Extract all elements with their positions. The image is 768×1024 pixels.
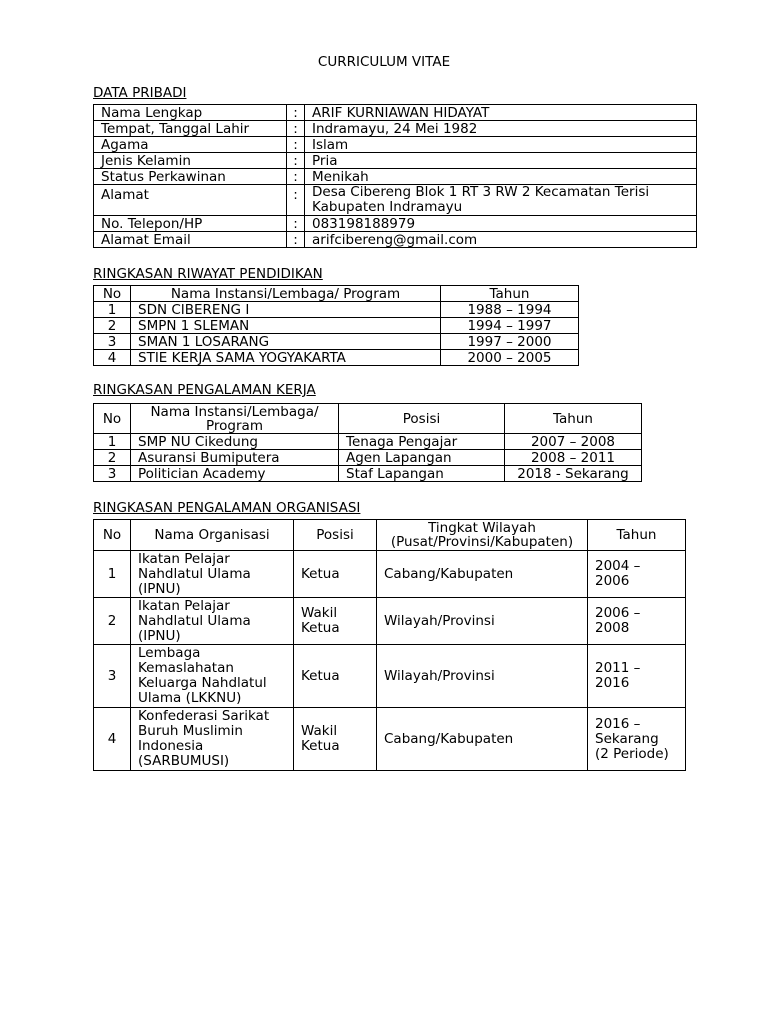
- header-line: Program: [206, 417, 263, 434]
- position: [294, 645, 377, 708]
- year-range: [588, 708, 686, 771]
- organization-name: [131, 551, 294, 598]
- cell-line: Desa Cibereng Blok 1 RT 3 RW 2 Kecamatan Terisi: [312, 184, 650, 200]
- section-heading-work: RINGKASAN PENGALAMAN KERJA: [93, 382, 316, 398]
- row-number: 4: [94, 350, 131, 366]
- col-header-institution: Nama Instansi/Lembaga/ Program: [131, 286, 441, 302]
- col-header-institution: [131, 404, 339, 434]
- year-range: 2007 – 2008: [505, 434, 642, 450]
- year-range: [588, 551, 686, 598]
- work-table: [93, 403, 642, 482]
- row-number: 3: [94, 645, 131, 708]
- table-row: [94, 185, 697, 216]
- table-row: [94, 434, 642, 450]
- cell-line: Kemaslahatan: [138, 660, 234, 676]
- cell-line: Nahdlatul Ulama: [138, 565, 251, 582]
- field-value: [305, 185, 697, 216]
- cell-line: Keluarga Nahdlatul: [138, 675, 267, 691]
- region-level: Wilayah/Provinsi: [377, 645, 588, 708]
- cell-line: (IPNU): [138, 580, 181, 597]
- table-row: [94, 121, 697, 137]
- row-number: 3: [94, 466, 131, 482]
- table-row: [94, 137, 697, 153]
- field-separator: :: [287, 137, 305, 153]
- table-row: [94, 708, 686, 771]
- position: Staf Lapangan: [339, 466, 505, 482]
- cell-line: Wakil: [301, 723, 338, 739]
- cell-line: Ketua: [301, 667, 340, 684]
- personal-data-table: [93, 104, 697, 248]
- row-number: 1: [94, 302, 131, 318]
- col-header-year: Tahun: [588, 520, 686, 551]
- cell-line: Ketua: [301, 738, 340, 754]
- field-separator: :: [287, 216, 305, 232]
- cell-line: 2016 –: [595, 715, 641, 732]
- field-label: Agama: [94, 137, 287, 153]
- position: [294, 708, 377, 771]
- field-label: No. Telepon/HP: [94, 216, 287, 232]
- year-range: [588, 598, 686, 645]
- year-range: 2018 - Sekarang: [505, 466, 642, 482]
- field-separator: :: [287, 121, 305, 137]
- row-number: 1: [94, 551, 131, 598]
- cell-line: 2011 –: [595, 660, 641, 676]
- field-label: Alamat: [94, 185, 287, 216]
- table-row: [94, 466, 642, 482]
- year-range: 1994 – 1997: [441, 318, 579, 334]
- cell-line: Nahdlatul Ulama: [138, 612, 251, 629]
- cell-line: Konfederasi Sarikat: [138, 708, 270, 724]
- position: [294, 598, 377, 645]
- col-header-year: Tahun: [505, 404, 642, 434]
- field-label: Status Perkawinan: [94, 169, 287, 185]
- field-separator: :: [287, 169, 305, 185]
- field-separator: :: [287, 232, 305, 248]
- col-header-position: Posisi: [294, 520, 377, 551]
- cell-line: Buruh Muslimin: [138, 723, 243, 739]
- organization-table: [93, 519, 686, 771]
- cell-line: Lembaga: [138, 645, 201, 661]
- field-value: ARIF KURNIAWAN HIDAYAT: [305, 105, 697, 121]
- col-header-position: Posisi: [339, 404, 505, 434]
- institution-name: SMPN 1 SLEMAN: [131, 318, 441, 334]
- cell-line: (2 Periode): [595, 745, 669, 762]
- region-level: Wilayah/Provinsi: [377, 598, 588, 645]
- table-row: [94, 551, 686, 598]
- cell-line: (SARBUMUSI): [138, 753, 230, 769]
- cell-line: Indonesia: [138, 738, 204, 754]
- field-value: Indramayu, 24 Mei 1982: [305, 121, 697, 137]
- field-label: Jenis Kelamin: [94, 153, 287, 169]
- organization-name: [131, 645, 294, 708]
- organization-name: [131, 708, 294, 771]
- field-label: Nama Lengkap: [94, 105, 287, 121]
- institution-name: SMAN 1 LOSARANG: [131, 334, 441, 350]
- table-row: [94, 645, 686, 708]
- cell-line: Sekarang: [595, 730, 659, 747]
- cell-line: (IPNU): [138, 627, 181, 644]
- field-separator: :: [287, 153, 305, 169]
- field-value: Pria: [305, 153, 697, 169]
- cell-line: Ikatan Pelajar: [138, 597, 230, 614]
- institution-name: Asuransi Bumiputera: [131, 450, 339, 466]
- document-title: CURRICULUM VITAE: [317, 54, 451, 70]
- table-row: [94, 232, 697, 248]
- institution-name: SDN CIBERENG I: [131, 302, 441, 318]
- header-line: Tingkat Wilayah: [428, 520, 536, 536]
- position: [294, 551, 377, 598]
- table-row: [94, 105, 697, 121]
- cell-line: 2016: [595, 675, 630, 691]
- table-row: [94, 450, 642, 466]
- table-row: [94, 216, 697, 232]
- cell-line: 2008: [595, 620, 630, 636]
- organization-name: [131, 598, 294, 645]
- position: Agen Lapangan: [339, 450, 505, 466]
- cell-line: Ulama (LKKNU): [138, 690, 242, 706]
- col-header-level: [377, 520, 588, 551]
- header-line: Nama Instansi/Lembaga/: [150, 403, 319, 420]
- col-header-year: Tahun: [441, 286, 579, 302]
- year-range: 2000 – 2005: [441, 350, 579, 366]
- field-value: arifcibereng@gmail.com: [305, 232, 697, 248]
- table-row: [94, 169, 697, 185]
- section-heading-organization: RINGKASAN PENGALAMAN ORGANISASI: [93, 500, 361, 516]
- field-value: 083198188979: [305, 216, 697, 232]
- section-heading-education: RINGKASAN RIWAYAT PENDIDIKAN: [93, 266, 323, 282]
- field-label: Alamat Email: [94, 232, 287, 248]
- table-row: [94, 598, 686, 645]
- position: Tenaga Pengajar: [339, 434, 505, 450]
- row-number: 4: [94, 708, 131, 771]
- education-table: [93, 285, 579, 366]
- cell-line: Ikatan Pelajar: [138, 550, 230, 567]
- row-number: 1: [94, 434, 131, 450]
- year-range: 1997 – 2000: [441, 334, 579, 350]
- section-heading-personal: DATA PRIBADI: [93, 85, 187, 101]
- col-header-no: No: [94, 520, 131, 551]
- table-row: [94, 318, 579, 334]
- col-header-no: No: [94, 404, 131, 434]
- table-row: [94, 302, 579, 318]
- field-separator: :: [287, 185, 305, 216]
- year-range: [588, 645, 686, 708]
- col-header-no: No: [94, 286, 131, 302]
- row-number: 2: [94, 450, 131, 466]
- institution-name: SMP NU Cikedung: [131, 434, 339, 450]
- field-value: Islam: [305, 137, 697, 153]
- table-row: [94, 153, 697, 169]
- region-level: Cabang/Kabupaten: [377, 551, 588, 598]
- header-line: (Pusat/Provinsi/Kabupaten): [390, 534, 574, 550]
- field-label: Tempat, Tanggal Lahir: [94, 121, 287, 137]
- row-number: 3: [94, 334, 131, 350]
- institution-name: Politician Academy: [131, 466, 339, 482]
- year-range: 2008 – 2011: [505, 450, 642, 466]
- cell-line: Kabupaten Indramayu: [312, 199, 463, 215]
- cell-line: Wakil: [301, 605, 338, 621]
- field-separator: :: [287, 105, 305, 121]
- table-row: [94, 350, 579, 366]
- cell-line: 2006 –: [595, 605, 641, 621]
- col-header-organization: Nama Organisasi: [131, 520, 294, 551]
- cell-line: Ketua: [301, 620, 340, 636]
- cell-line: 2006: [595, 573, 630, 589]
- row-number: 2: [94, 598, 131, 645]
- field-value: Menikah: [305, 169, 697, 185]
- row-number: 2: [94, 318, 131, 334]
- region-level: Cabang/Kabupaten: [377, 708, 588, 771]
- institution-name: STIE KERJA SAMA YOGYAKARTA: [131, 350, 441, 366]
- table-row: [94, 334, 579, 350]
- cell-line: Ketua: [301, 565, 340, 582]
- year-range: 1988 – 1994: [441, 302, 579, 318]
- cell-line: 2004 –: [595, 558, 641, 574]
